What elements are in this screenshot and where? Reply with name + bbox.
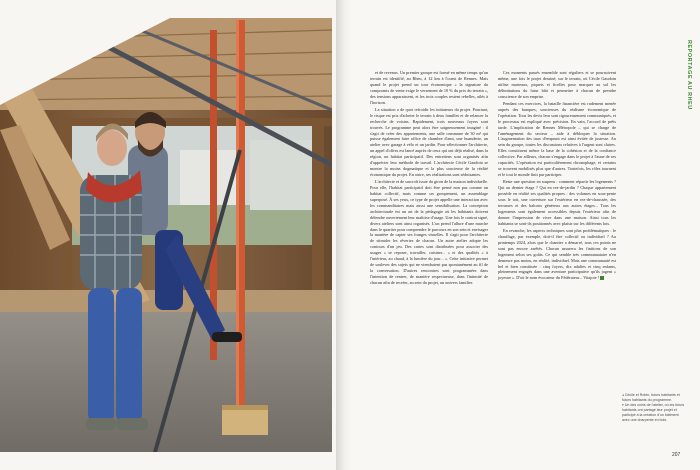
section-label (684, 40, 694, 180)
photo-caption (622, 393, 686, 423)
text-column-1 (370, 70, 488, 287)
text-column-2 (498, 70, 616, 283)
caption-marker-icon: ▾ (622, 403, 625, 407)
section-label-text: REPORTAGE AU RHEU (686, 40, 692, 110)
paragraph: Ces moments passés ensemble sont réguliers et se poursuivent même, une fois le projet dessiné, sur le terrain, où Cécile Gaudoin utilise marteaux, piquets et ficelles pour marquer au sol les délimitations du futur bâti et permettre à chacun de prendre conscience de son emprise. (498, 70, 616, 99)
page-number: 207 (672, 452, 681, 458)
right-page (350, 0, 700, 470)
paragraph: Reste une question en suspens : comment répartir les logements ? Qui au dernier étage ? Qui en rez-de-jardin ? Chaque appartement possède en réalité ses qualités propres : des volumes en sous-pente sous le toit, une ouverture sur l'extérieur en rez-de-chaussée, des terrasses et des balcons généreux aux autres étages... Tous les logements sont également accessibles depuis l'extérieur afin de donner l'impression de vivre dans une maison. Ainsi tous les habitants se sont-ils positionnés avec plaisir sur les différents lots. (498, 179, 616, 226)
paragraph: et de revenus. Un premier groupe est formé en même temps qu'un terrain est identifié, au Rheu, à 12 km à l'ouest de Rennes. Mais quand le projet prend un tour économique « la signature du compromis de vente exige le versement de 10 % du prix du terrain », des tensions apparaissent, et les trois couples restent rebelles, ailés à l'horizon. (370, 70, 488, 105)
couple-photo (0, 0, 332, 470)
caption-text-2: Un des coins de l'atelier, où les futurs habitants ont partagé leur projet et participé à la création d'un bâtiment avec une charpente en bois. (622, 403, 685, 422)
caption-line (622, 403, 686, 423)
paragraph-last (498, 228, 616, 281)
caption-line (622, 393, 686, 403)
left-page (0, 0, 338, 470)
caption-marker-icon: ◂ (622, 393, 625, 397)
page-gutter (336, 0, 350, 470)
paragraph: La situation a de quoi refroidir les initiateurs du projet. Pourtant, le risque est pris d'acheter le terrain à deux familles et de relancer la recherche de voisins. Rapidement, trois nouveaux foyers sont trouvés. Le programme peut alors être soigneusement imaginé : il s'agit de créer des appartements, une salle commune de 30 m² qui puisse également faire office de chambre d'ami, une buanderie, un atelier avec garage à vélo et un jardin. Pour sélectionner l'architecte, un appel d'offres est lancé auprès de ceux qui ont déjà réalisé, dans la région, un habitat participatif. Des entretiens sont organisés afin d'apprécier leur méthode de travail. L'architecte Cécile Gaudoin se montre la moins dogmatique et la plus soucieuse de la réalité économique du projet. En outre, ses réalisations sont séduisantes. (370, 106, 488, 177)
caption-text-1: Cécile et Robin, futurs habitants et futurs habitants du programme. (622, 393, 680, 402)
paragraph: Pendant ces exercices, la bataille financière est rudement menée auprès des banques, soucieuses du réalisme économique de l'opération. Tous les devis leur sont rigoureusement communiqués, et le processus est expliqué avec précision. En vain, l'accord de prêts tarde. L'implication de Rennes Métropole – qui se charge de l'aménagement du secteur – aide à débloquer la situation. L'augmentation des taux d'emprunt est ainsi évitée de justesse. Au sein du groupe, toutes les discussions relatives à l'argent sont claires. Elles constituent même la base de la cohésion et de la confiance collective. Par ailleurs, chacun s'engage dans le projet à l'aune de ses capacités. L'opération est particulièrement chronophage, et certains se trouvent mobilisés plus que d'autres. Toutefois, les rôles tournent et le tout le monde finit par participer. (498, 101, 616, 177)
paragraph: L'architecte et de surcroît issue du giron de la maison individuelle. Pour elle, l'habitat participatif doit être pensé non pas comme un habitat collectif, mais comme un groupement, un assemblage superposé. À ses yeux, ce type de projet appelle une interaction avec les commanditaires mais aussi une sensibilisation. La conception architecturale est un art de la pédagogie où les habitants doivent défendre ouvertement leur maîtrise d'usage. Une fois le contrat signé, divers ateliers sont ainsi organisés. L'un prend l'allure d'une marche dans le quartier pour comprendre le parcours en son sein et envisager la manière de capter ses franges visuelles. Il s'agit pour l'architecte de stimuler les rêveries de chacun. Un autre atelier adopte les contours d'un jeu. Des cartes sont distribuées pour associer des usages « se reposer, travailler, cuisiner... » et des qualités « à l'intérieur, au chaud, à la lumière du jour... ». Cette initiative permet de soulever des sujets qui ne viendraient pas spontanément au fil de la conversation. D'autres rencontres sont programmées dans l'intention de rentrer, de manière respectueuse, dans l'intimité de chacun afin de recréer, au sein du projet, un univers familier. (370, 179, 489, 285)
closing-text: En revanche, les aspects techniques sont plus problématiques : le chauffage, par exemple, doit-il être collectif ou individuel ? Au printemps 2024, alors que le chantier a démarré, tous ces points ne sont pas encore arrêtés. Chacun assurera les finitions de son logement selon ses goûts. Ce qui semble très communautaire n'en demeure pas moins, en réalité, individuel. Mais une communauté est bel et bien constituée : cinq foyers, dix adultes et cinq enfants, pleinement engagés dans une aventure participative qu'ils jugent « joyeuse ». D'où le nom évocateur du Fédérateur... Vitajoie ! (498, 228, 616, 281)
end-mark-icon (600, 276, 604, 280)
